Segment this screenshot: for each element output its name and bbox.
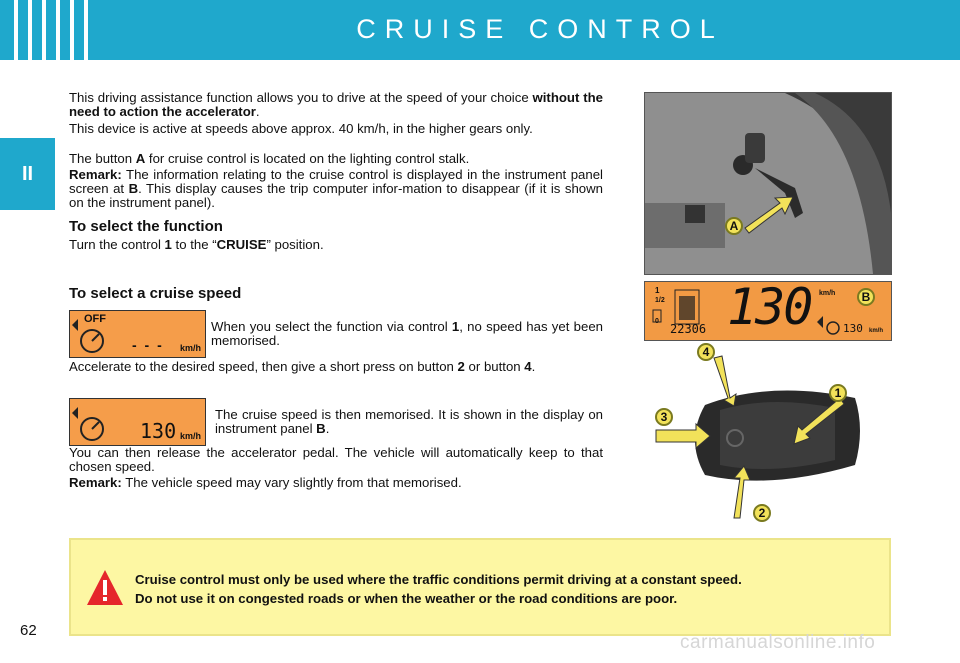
lcd2-description: The cruise speed is then memorised. It is shown in the display on instrument panel B.: [215, 407, 603, 436]
lcd-display-speed: [69, 398, 206, 446]
label-a: A: [725, 217, 743, 235]
speed-remark: Remark: The vehicle speed may vary slightly from that memorised.: [69, 475, 462, 490]
page-header: [0, 0, 960, 60]
dashboard-photo: [644, 92, 892, 275]
select-function-text: Turn the control 1 to the “CRUISE” position.: [69, 237, 324, 252]
watermark: carmanualsonline.info: [680, 632, 876, 653]
lcd-off-unit: km/h: [180, 343, 202, 353]
panel-cruise-speed: 130: [843, 322, 863, 335]
lcd-speed-value: 130: [140, 419, 177, 443]
gauge-bottom: 0: [655, 318, 659, 325]
label-3: 3: [655, 408, 673, 426]
warning-box: [69, 538, 891, 636]
page-number: 62: [20, 622, 37, 639]
gauge-top: 1: [655, 286, 660, 295]
header-stripe: [42, 0, 46, 60]
lcd1-description: When you select the function via control 1, no speed has yet been memorised.: [211, 319, 603, 348]
label-4: 4: [697, 343, 715, 361]
triangle-icon: [72, 407, 78, 419]
warning-line-1: Cruise control must only be used where the traffic conditions permit driving at a constant speed.: [135, 572, 742, 587]
warning-line-2: Do not use it on congested roads or when the weather or the road conditions are poor.: [135, 591, 678, 606]
instrument-panel: [644, 281, 892, 341]
heading-select-speed: To select a cruise speed: [69, 285, 242, 302]
label-b: B: [857, 288, 875, 306]
release-paragraph: You can then release the accelerator pedal. The vehicle will automatically keep to that chosen speed.: [69, 445, 603, 474]
speedometer-icon: [827, 322, 839, 334]
lcd-speed-unit: km/h: [180, 431, 202, 441]
triangle-icon: [72, 319, 78, 331]
lcd-off-value: - - -: [132, 337, 164, 353]
intro-paragraph-2: This device is active at speeds above approx. 40 km/h, in the higher gears only.: [69, 121, 533, 136]
label-2: 2: [753, 504, 771, 522]
page-title: CRUISE CONTROL: [356, 14, 724, 44]
lcd-display-off: [69, 310, 206, 358]
panel-unit-top: km/h: [819, 290, 836, 297]
chapter-tab: II: [0, 138, 55, 210]
dashboard-illustration: [645, 93, 891, 274]
panel-cruise-unit: km/h: [869, 328, 884, 334]
header-stripe: [14, 0, 18, 60]
label-1: 1: [829, 384, 847, 402]
warning-icon: [85, 568, 125, 608]
stalk-graphic: [650, 350, 890, 530]
control-stalk-illustration: [650, 345, 890, 530]
intro-paragraph-1: This driving assistance function allows you to drive at the speed of your choice without the need to action the accelerator.: [69, 90, 603, 119]
header-stripe: [84, 0, 88, 60]
lcd-off-status: OFF: [84, 313, 106, 325]
panel-odometer: 22306: [670, 322, 707, 336]
intro-remark: Remark: The information relating to the cruise control is displayed in the instrument panel screen at B. This display causes the trip computer infor-mation to disappear (if it is shown on the instrument panel).: [69, 167, 603, 210]
panel-speed: 130: [727, 281, 812, 336]
intro-paragraph-3: The button A for cruise control is located on the lighting control stalk.: [69, 151, 470, 166]
gauge-mid: 1/2: [655, 297, 665, 304]
header-stripe: [70, 0, 74, 60]
heading-select-function: To select the function: [69, 218, 223, 235]
header-stripe: [56, 0, 60, 60]
accelerate-paragraph: Accelerate to the desired speed, then give a short press on button 2 or button 4.: [69, 359, 536, 374]
header-stripe: [28, 0, 32, 60]
